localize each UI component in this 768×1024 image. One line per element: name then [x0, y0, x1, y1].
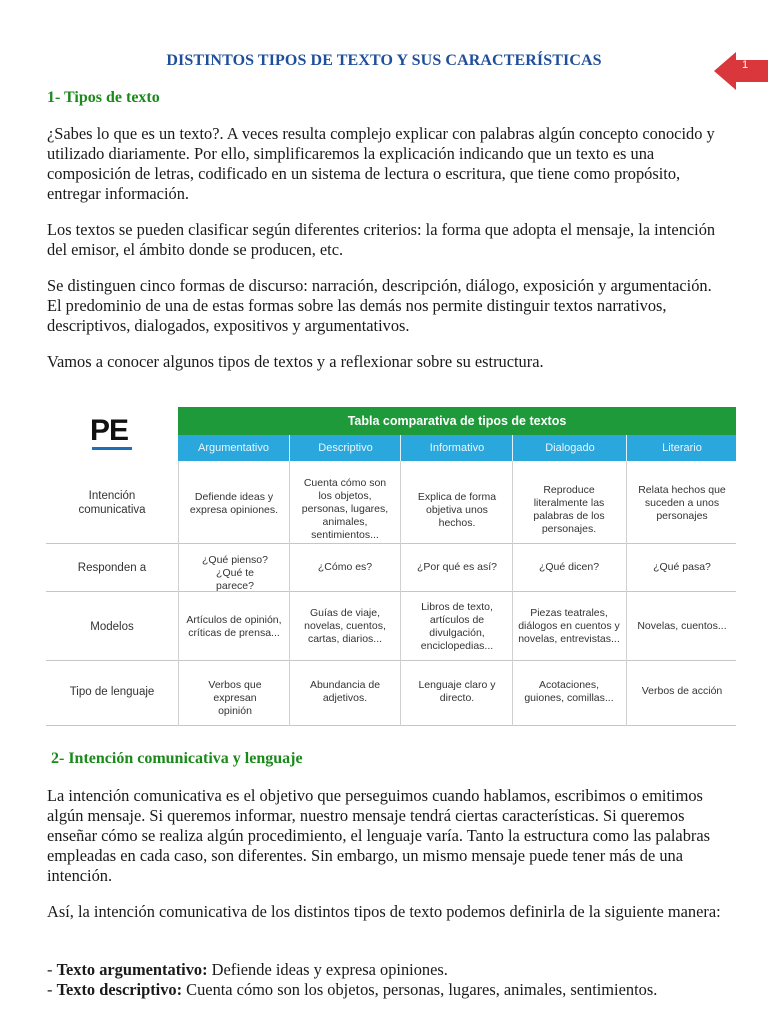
- bullet-term: Texto argumentativo:: [56, 960, 208, 979]
- page-number-badge: [714, 52, 768, 90]
- bullet-text: Cuenta cómo son los objetos, personas, lugares, animales, sentimientos.: [182, 980, 658, 999]
- row-divider: [46, 543, 736, 544]
- table-cell: Relata hechos que suceden a unos personajes: [638, 484, 726, 522]
- column-header: Descriptivo: [289, 435, 401, 461]
- list-item: [47, 980, 737, 1000]
- column-header: Dialogado: [512, 435, 627, 461]
- section-heading: 1- Tipos de texto: [47, 89, 160, 106]
- table-cell: Verbos de acción: [641, 685, 723, 697]
- paragraph: ¿Sabes lo que es un texto?. A veces resulta complejo explicar con palabras algún concepto conocido y utilizado diariamente. Por ello, simplificaremos la explicación indicando que un texto es una composición de letras, codificado en un sistema de lectura o escritura, que tiene como propósito, entregar información.: [47, 124, 715, 203]
- table-cell: Explica de forma objetiva unos hechos.: [417, 491, 497, 529]
- table-cell: Novelas, cuentos...: [637, 620, 727, 632]
- table-cell: Cuenta cómo son los objetos, personas, lugares, animales, sentimientos...: [301, 477, 389, 541]
- page-number: 1: [741, 59, 749, 71]
- table-cell: ¿Por qué es así?: [417, 561, 497, 573]
- bullet-prefix: -: [47, 960, 57, 979]
- table-cell: Abundancia de adjetivos.: [309, 679, 381, 704]
- column-header: Argumentativo: [198, 442, 269, 454]
- table-cell: Guías de viaje, novelas, cuentos, cartas, diarios...: [304, 607, 386, 645]
- table-cell: Artículos de opinión, críticas de prensa...: [186, 614, 282, 639]
- row-divider: [46, 591, 736, 592]
- column-divider: [512, 461, 513, 726]
- column-divider: [289, 461, 290, 726]
- logo: [46, 407, 179, 461]
- row-label: Responden a: [77, 562, 147, 574]
- table-header-row: [178, 435, 736, 461]
- bullet-text: Defiende ideas y expresa opiniones.: [207, 960, 448, 979]
- comparison-table: [46, 407, 736, 726]
- column-divider: [626, 461, 627, 726]
- table-cell: Defiende ideas y expresa opiniones.: [189, 491, 279, 516]
- row-label: Intención comunicativa: [78, 490, 146, 516]
- section-heading: 2- Intención comunicativa y lenguaje: [51, 750, 303, 767]
- table-cell: ¿Qué pienso? ¿Qué te parece?: [202, 554, 268, 592]
- table-cell: Reproduce literalmente las palabras de los personajes.: [533, 484, 605, 535]
- table-cell: Acotaciones, guiones, comillas...: [524, 679, 614, 704]
- table-cell: ¿Cómo es?: [317, 561, 373, 573]
- row-divider: [46, 725, 736, 726]
- logo-underline: [92, 447, 132, 450]
- bullet-prefix: -: [47, 980, 57, 999]
- column-header: Informativo: [400, 435, 513, 461]
- paragraph: Los textos se pueden clasificar según diferentes criterios: la forma que adopta el mensaje, la intención del emisor, el ámbito donde se producen, etc.: [47, 220, 716, 259]
- table-cell: ¿Qué dicen?: [538, 561, 600, 573]
- logo-text: PE: [90, 414, 129, 447]
- row-label: Modelos: [90, 621, 134, 633]
- table-title: Tabla comparativa de tipos de textos: [178, 407, 736, 435]
- list-item: [47, 960, 737, 980]
- column-divider: [178, 461, 179, 726]
- table-cell: Lenguaje claro y directo.: [418, 679, 496, 704]
- column-divider: [400, 461, 401, 726]
- table-cell: Verbos que expresan opinión: [208, 679, 262, 717]
- table-cell: Libros de texto, artículos de divulgación, enciclopedias...: [420, 601, 494, 652]
- paragraph: La intención comunicativa es el objetivo que perseguimos cuando hablamos, escribimos o emitimos algún mensaje. Si queremos informar, nuestro mensaje tendrá ciertas características. Si queremos enseñar cómo se realiza algún procedimiento, el lenguaje varía. Tanto la estructura como las palabras empleadas en cada caso, son diferentes. Sin embargo, un mismo mensaje puede tener más de una intención.: [47, 786, 711, 885]
- column-header: Literario: [626, 435, 737, 461]
- paragraph: Se distinguen cinco formas de discurso: narración, descripción, diálogo, exposición y argumentación. El predominio de una de estas formas sobre las demás nos permite distinguir textos narrativos, descriptivos, dialogados, expositivos y argumentativos.: [47, 276, 712, 335]
- paragraph: Vamos a conocer algunos tipos de textos y a reflexionar sobre su estructura.: [47, 352, 544, 371]
- bullet-term: Texto descriptivo:: [56, 980, 183, 999]
- table-cell: ¿Qué pasa?: [653, 561, 711, 573]
- paragraph: Así, la intención comunicativa de los distintos tipos de texto podemos definirla de la siguiente manera:: [47, 902, 721, 921]
- document-title: DISTINTOS TIPOS DE TEXTO Y SUS CARACTERÍSTICAS: [166, 52, 602, 69]
- row-divider: [46, 660, 736, 661]
- row-label: Tipo de lenguaje: [69, 686, 155, 698]
- table-cell: Piezas teatrales, diálogos en cuentos y novelas, entrevistas...: [518, 607, 620, 645]
- arrow-left-icon: [714, 52, 768, 90]
